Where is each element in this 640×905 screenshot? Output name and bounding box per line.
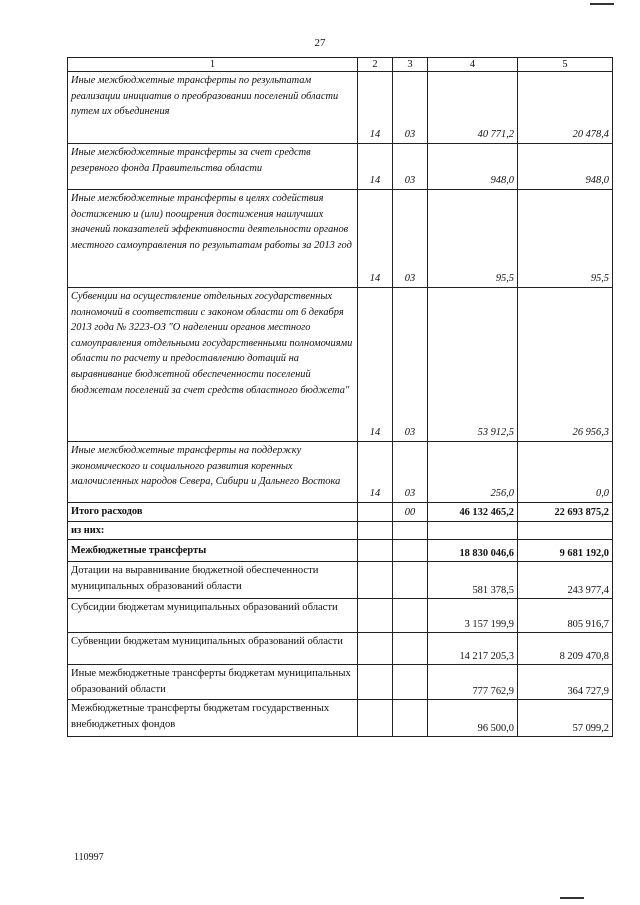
sub-row-value-4: 96 500,0 (428, 700, 518, 737)
row-subsection: 03 (393, 442, 428, 503)
row-section: 14 (358, 442, 393, 503)
sub-row-name: Дотации на выравнивание бюджетной обеспеченности муниципальных образований области (68, 562, 358, 599)
of-which-label: из них: (68, 521, 358, 540)
mbt-value-4: 18 830 046,6 (428, 540, 518, 562)
row-value-4: 948,0 (428, 144, 518, 190)
sub-row (68, 599, 613, 633)
row-value-4: 53 912,5 (428, 288, 518, 442)
row-name: Иные межбюджетные трансферты за счет средств резервного фонда Правительства области (68, 144, 358, 190)
row-name: Иные межбюджетные трансферты на поддержку экономического и социального развития коренных малочисленных народов Севера, Сибири и Дальнего Востока (68, 442, 358, 503)
budget-table (67, 57, 613, 737)
page-number: 27 (314, 37, 326, 49)
sub-row-value-4: 14 217 205,3 (428, 633, 518, 665)
scan-mark-top (590, 3, 614, 5)
sub-row-value-4: 3 157 199,9 (428, 599, 518, 633)
table-row (68, 288, 613, 442)
total-value-5: 22 693 875,2 (518, 503, 613, 522)
header-col-1: 1 (68, 58, 358, 72)
table-row (68, 190, 613, 288)
scan-mark-bottom (560, 897, 584, 899)
table-row (68, 144, 613, 190)
of-which-row (68, 521, 613, 540)
total-subsection: 00 (393, 503, 428, 522)
table-row (68, 72, 613, 144)
table-row (68, 442, 613, 503)
header-col-4: 4 (428, 58, 518, 72)
row-name: Иные межбюджетные трансферты в целях содействия достижению и (или) поощрения достижения наилучших значений показателей эффективности деятельности органов местного самоуправления по результатам работы за 2013 год (68, 190, 358, 288)
header-col-5: 5 (518, 58, 613, 72)
header-row (68, 58, 613, 72)
sub-row-value-4: 581 378,5 (428, 562, 518, 599)
row-section: 14 (358, 72, 393, 144)
mbt-row (68, 540, 613, 562)
row-section: 14 (358, 190, 393, 288)
sub-row-name: Субвенции бюджетам муниципальных образований области (68, 633, 358, 665)
row-name: Субвенции на осуществление отдельных государственных полномочий в соответствии с законом области от 6 декабря 2013 года № 3223-ОЗ "О наделении органов местного самоуправления отдельными государственными полномочиями области по расчету и предоставлению дотаций на выравнивание бюджетной обеспеченности поселений бюджетам поселений за счет средств областного бюджета" (68, 288, 358, 442)
sub-row (68, 665, 613, 700)
row-section: 14 (358, 144, 393, 190)
row-value-5: 948,0 (518, 144, 613, 190)
row-value-5: 95,5 (518, 190, 613, 288)
row-value-5: 0,0 (518, 442, 613, 503)
header-col-3: 3 (393, 58, 428, 72)
row-value-4: 95,5 (428, 190, 518, 288)
row-subsection: 03 (393, 288, 428, 442)
row-value-5: 26 956,3 (518, 288, 613, 442)
sub-row-value-5: 57 099,2 (518, 700, 613, 737)
sub-row-value-5: 8 209 470,8 (518, 633, 613, 665)
sub-row-value-5: 243 977,4 (518, 562, 613, 599)
sub-row (68, 700, 613, 737)
total-section (358, 503, 393, 522)
document-code: 110997 (74, 852, 104, 863)
row-subsection: 03 (393, 72, 428, 144)
mbt-label: Межбюджетные трансферты (68, 540, 358, 562)
sub-row (68, 633, 613, 665)
sub-row-name: Субсидии бюджетам муниципальных образований области (68, 599, 358, 633)
row-name: Иные межбюджетные трансферты по результатам реализации инициатив о преобразовании поселений области путем их объединения (68, 72, 358, 144)
total-row (68, 503, 613, 522)
sub-row-value-4: 777 762,9 (428, 665, 518, 700)
sub-row-value-5: 364 727,9 (518, 665, 613, 700)
row-value-4: 40 771,2 (428, 72, 518, 144)
sub-row-value-5: 805 916,7 (518, 599, 613, 633)
row-section: 14 (358, 288, 393, 442)
mbt-value-5: 9 681 192,0 (518, 540, 613, 562)
row-subsection: 03 (393, 144, 428, 190)
row-value-4: 256,0 (428, 442, 518, 503)
sub-row-name: Иные межбюджетные трансферты бюджетам муниципальных образований области (68, 665, 358, 700)
sub-row (68, 562, 613, 599)
header-col-2: 2 (358, 58, 393, 72)
sub-row-name: Межбюджетные трансферты бюджетам государственных внебюджетных фондов (68, 700, 358, 737)
row-value-5: 20 478,4 (518, 72, 613, 144)
total-value-4: 46 132 465,2 (428, 503, 518, 522)
row-subsection: 03 (393, 190, 428, 288)
total-label: Итого расходов (68, 503, 358, 522)
